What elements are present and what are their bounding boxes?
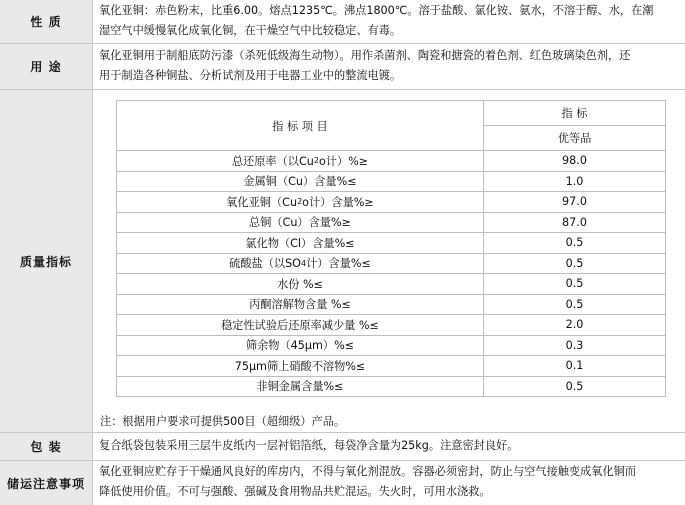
item-cell xyxy=(117,151,484,172)
item-subscript: 4 xyxy=(301,258,307,268)
header-grade-label: 优等品 xyxy=(484,126,666,151)
value-cell: 0.5 xyxy=(484,295,666,316)
item-text: 丙酮溶解物含量 %≤ xyxy=(249,298,351,312)
item-text: 75μm筛上硝酸不溶物%≤ xyxy=(234,359,366,373)
value-cell: 0.5 xyxy=(484,254,666,275)
uses-row xyxy=(0,44,685,89)
properties-line: 氧化亚铜：赤色粉末，比重6.00。熔点1235℃。沸点1800℃。溶于盐酸、氯化铵、氨水，不溶于醇、水，在潮 xyxy=(99,4,654,17)
item-text: 总铜（Cu）含量%≥ xyxy=(248,216,352,230)
storage-label: 储运注意事项 xyxy=(0,461,92,505)
item-text: 筛余物（45μm）%≤ xyxy=(245,339,355,353)
value-cell: 98.0 xyxy=(484,151,666,172)
item-text: 稳定性试验后还原率减少量 %≤ xyxy=(221,318,379,332)
item-cell xyxy=(117,254,484,275)
item-cell xyxy=(117,295,484,316)
uses-label: 用 途 xyxy=(0,44,92,89)
value-cell: 0.5 xyxy=(484,274,666,295)
item-subscript: 2 xyxy=(297,197,303,207)
value-cell: 0.5 xyxy=(484,233,666,254)
item-text-suffix: 计）含量%≤ xyxy=(306,257,371,271)
storage-line: 降低使用价值。不可与强酸、强碱及食用物品共贮混运。失火时，可用水浇救。 xyxy=(99,485,491,498)
table-row xyxy=(117,274,666,295)
item-text: 氧化亚铜（Cu xyxy=(226,195,298,209)
properties-label: 性 质 xyxy=(0,0,92,43)
storage-line: 氧化亚铜应贮存于干燥通风良好的库房内，不得与氧化剂混放。容器必须密封，防止与空气接触变成氧化铜而 xyxy=(99,465,637,478)
uses-line: 氧化亚铜用于制船底防污漆（杀死低级海生动物）。用作杀菌剂、陶瓷和搪瓷的着色剂、红色玻璃染色剂，还 xyxy=(99,49,631,62)
item-text: 金属铜（Cu）含量%≤ xyxy=(243,175,357,189)
table-row xyxy=(117,233,666,254)
item-text: 非铜金属含量%≤ xyxy=(256,380,344,394)
item-subscript: 2 xyxy=(313,156,319,166)
value-cell: 2.0 xyxy=(484,315,666,336)
item-cell xyxy=(117,377,484,398)
uses-line: 用于制造各种铜盐、分析试剂及用于电器工业中的整流电镀。 xyxy=(99,69,402,82)
item-cell xyxy=(117,213,484,234)
item-cell xyxy=(117,172,484,193)
packaging-label: 包 装 xyxy=(0,433,92,460)
packaging-row xyxy=(0,433,685,460)
value-cell: 1.0 xyxy=(484,172,666,193)
value-cell: 97.0 xyxy=(484,192,666,213)
table-row xyxy=(117,254,666,275)
packaging-line: 复合纸袋包装采用三层牛皮纸内一层衬铝箔纸，每袋净含量为25kg。注意密封良好。 xyxy=(99,439,519,452)
item-cell xyxy=(117,356,484,377)
table-row xyxy=(117,295,666,316)
storage-row xyxy=(0,461,685,505)
header-item-cell: 指 标 项 目 xyxy=(117,101,484,151)
table-row xyxy=(117,213,666,234)
item-cell xyxy=(117,233,484,254)
table-row xyxy=(117,336,666,357)
value-cell: 0.3 xyxy=(484,336,666,357)
item-text-suffix: o计）%≥ xyxy=(318,154,369,168)
properties-text xyxy=(93,0,685,41)
quality-label: 质量指标 xyxy=(0,90,92,432)
table-row xyxy=(117,315,666,336)
item-text-suffix: o计）含量%≥ xyxy=(302,195,374,209)
item-text: 氯化物（Cl）含量%≤ xyxy=(245,236,355,250)
item-cell xyxy=(117,336,484,357)
table-row xyxy=(117,172,666,193)
item-cell xyxy=(117,315,484,336)
item-text: 硫酸盐（以SO xyxy=(229,257,301,271)
uses-text xyxy=(93,44,685,86)
header-index-label: 指 标 xyxy=(484,101,666,126)
table-header-row xyxy=(117,101,666,151)
quality-table xyxy=(116,100,666,397)
table-row xyxy=(117,192,666,213)
item-text: 总还原率（以Cu xyxy=(231,154,314,168)
properties-line: 湿空气中缓慢氧化成氧化铜，在干燥空气中比较稳定、有毒。 xyxy=(99,24,402,37)
value-cell: 87.0 xyxy=(484,213,666,234)
table-row xyxy=(117,377,666,398)
quality-note: 注：根据用户要求可提供500目（超细级）产品。 xyxy=(100,415,346,428)
table-row xyxy=(117,151,666,172)
item-cell xyxy=(117,192,484,213)
packaging-text xyxy=(93,433,685,456)
item-text: 水份 %≤ xyxy=(277,277,323,291)
value-cell: 0.1 xyxy=(484,356,666,377)
table-row xyxy=(117,356,666,377)
quality-rows xyxy=(117,151,666,397)
properties-row xyxy=(0,0,685,43)
storage-text xyxy=(93,461,685,502)
item-cell xyxy=(117,274,484,295)
value-cell: 0.5 xyxy=(484,377,666,398)
header-index-cell xyxy=(484,101,666,151)
